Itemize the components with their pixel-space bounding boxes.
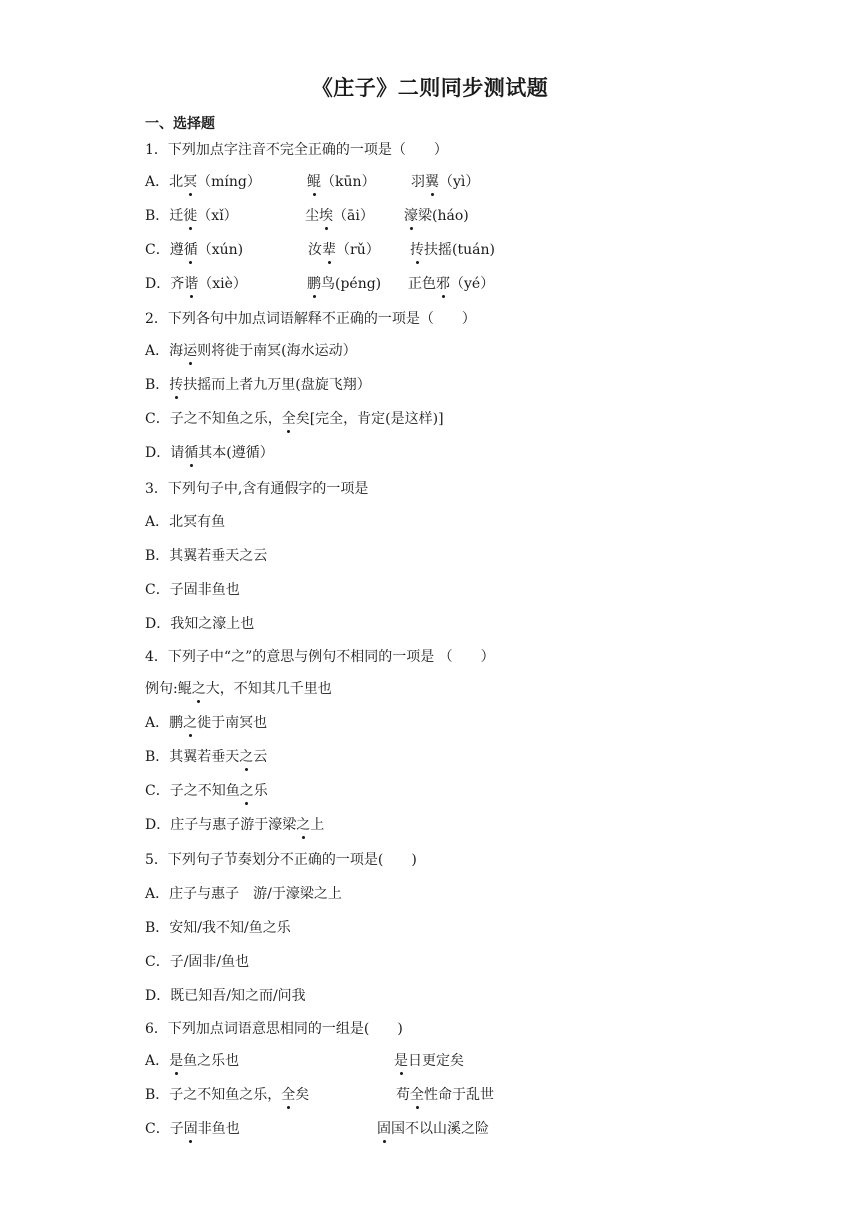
question-6-option-a: A．是鱼之乐也 是日更定矣 — [145, 1053, 464, 1069]
question-1-option-c: C．遵循（xún) 汝辈（rǔ） 抟扶摇(tuán) — [145, 242, 495, 258]
question-1-stem: 1．下列加点字注音不完全正确的一项是（ ） — [145, 142, 448, 158]
question-2-option-a: A．海运则将徙于南冥(海水运动） — [145, 343, 357, 359]
question-1-option-b: B．迁徙（xǐ） 尘埃（āi） 濠梁(háo) — [145, 208, 469, 224]
question-1-option-d: D．齐谐（xiè） 鹏鸟(péng) 正色邪（yé） — [145, 276, 495, 292]
question-3-option-c: C．子固非鱼也 — [145, 582, 240, 598]
page-title: 《庄子》二则同步测试题 — [311, 76, 549, 100]
question-2-option-c: C．子之不知鱼之乐，全矣[完全，肯定(是这样)] — [145, 411, 444, 427]
question-5-option-a: A．庄子与惠子 游/于濠梁之上 — [145, 886, 342, 902]
question-4-option-b: B．其翼若垂天之云 — [145, 749, 268, 765]
question-6-option-b: B．子之不知鱼之乐，全矣 苟全性命于乱世 — [145, 1087, 494, 1103]
question-4-option-d: D．庄子与惠子游于濠梁之上 — [145, 817, 325, 833]
question-2-option-b: B．抟扶摇而上者九万里(盘旋飞翔） — [145, 377, 371, 393]
question-3-option-b: B．其翼若垂天之云 — [145, 548, 268, 564]
question-3-option-a: A．北冥有鱼 — [145, 514, 226, 530]
question-3-stem: 3．下列句子中,含有通假字的一项是 — [145, 481, 369, 497]
section-heading: 一、选择题 — [145, 116, 215, 132]
question-6-option-c: C．子固非鱼也 固国不以山溪之险 — [145, 1121, 489, 1137]
question-2-stem: 2．下列各句中加点词语解释不正确的一项是（ ） — [145, 311, 476, 327]
question-5-stem: 5．下列句子节奏划分不正确的一项是( ) — [145, 852, 417, 868]
question-6-stem: 6．下列加点词语意思相同的一组是( ) — [145, 1021, 403, 1037]
question-4-option-c: C．子之不知鱼之乐 — [145, 783, 268, 799]
question-5-option-d: D．既已知吾/知之而/问我 — [145, 988, 306, 1004]
question-2-option-d: D．请循其本(遵循） — [145, 445, 274, 461]
question-4-option-a: A．鹏之徙于南冥也 — [145, 715, 268, 731]
question-3-option-d: D．我知之濠上也 — [145, 616, 255, 632]
question-5-option-b: B．安知/我不知/鱼之乐 — [145, 920, 291, 936]
question-5-option-c: C．子/固非/鱼也 — [145, 954, 250, 970]
question-4-stem: 4．下列子中“之”的意思与例句不相同的一项是 （ ） — [145, 649, 495, 665]
question-4-example: 例句:鲲之大，不知其几千里也 — [145, 681, 332, 697]
question-1-option-a: A．北冥（míng） 鲲（kūn） 羽翼（yì） — [145, 174, 480, 190]
